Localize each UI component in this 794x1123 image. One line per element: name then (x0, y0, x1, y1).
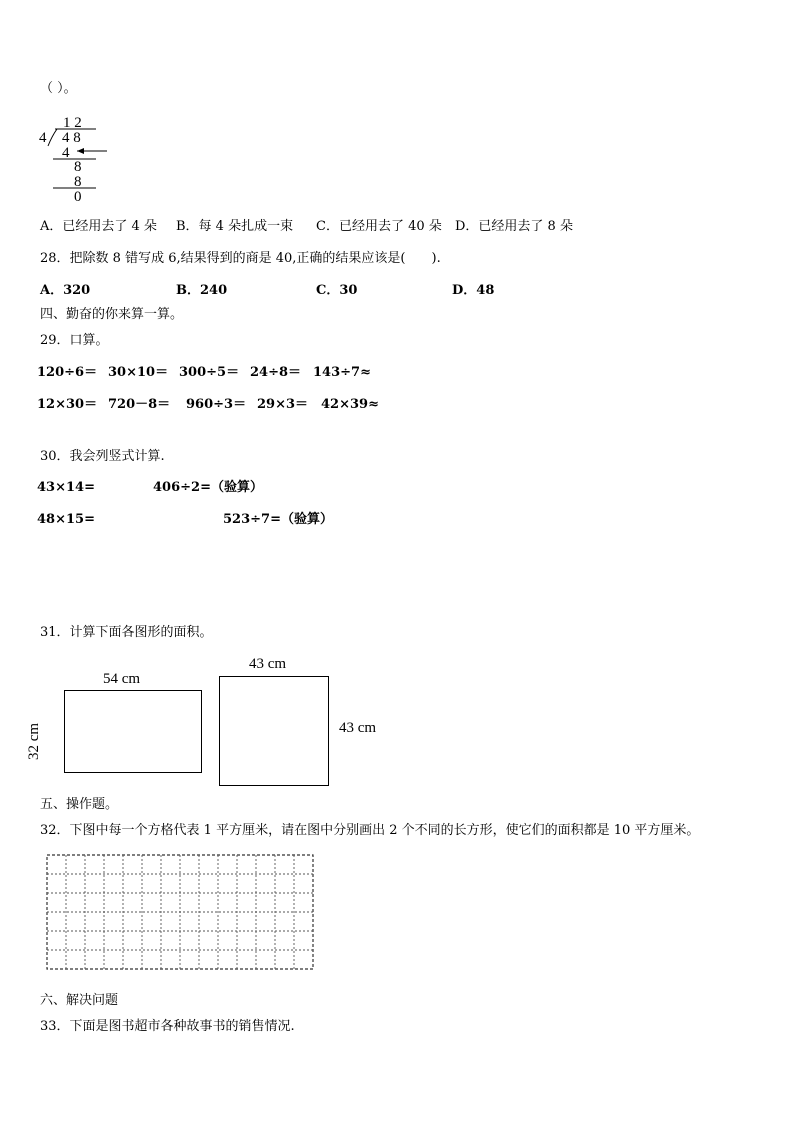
q33-stem: 33．下面是图书超市各种故事书的销售情况. (40, 1019, 295, 1034)
long-division-remainder: 0 (74, 189, 82, 205)
square-side-label: 43 cm (339, 720, 377, 736)
q29-row1-item-1: 120÷6＝ (37, 365, 98, 380)
q28-option-a: A．320 (40, 283, 91, 298)
long-division-product-2: 8 (74, 174, 82, 190)
q29-stem: 29．口算。 (40, 333, 109, 348)
q28-option-d: D．48 (452, 283, 495, 298)
q29-row1-item-3: 300÷5＝ (179, 365, 240, 380)
q29-row2-item-3: 960÷3＝ (186, 397, 247, 412)
q29-row2-item-1: 12×30＝ (37, 397, 98, 412)
q29-row1-item-5: 143÷7≈ (313, 365, 371, 380)
rectangle-length-label: 54 cm (103, 671, 141, 687)
q30-item-1: 43×14= (37, 480, 95, 495)
section-4-title: 四、勤奋的你来算一算。 (40, 307, 184, 322)
q29-row1-item-2: 30×10＝ (108, 365, 169, 380)
q29-row2-item-2: 720－8＝ (108, 397, 171, 412)
section-6-title: 六、解决问题 (40, 993, 119, 1008)
q30-item-4: 523÷7=（验算） (223, 512, 333, 527)
q27-option-d: D．已经用去了 8 朵 (455, 219, 573, 234)
q29-row2-item-4: 29×3＝ (257, 397, 309, 412)
long-division-dividend: 4 8 (62, 130, 81, 146)
long-division-divisor: 4 (39, 130, 47, 146)
q31-stem: 31．计算下面各图形的面积。 (40, 625, 213, 640)
q27-stem-tail: （ ）。 (40, 81, 77, 96)
q29-row1-item-4: 24÷8＝ (250, 365, 302, 380)
q30-stem: 30．我会列竖式计算. (40, 449, 165, 464)
long-division-product-1: 4 (62, 145, 70, 161)
q30-item-3: 48×15= (37, 512, 95, 527)
long-division-quotient: 1 2 (63, 115, 82, 131)
q32-stem: 32．下图中每一个方格代表 1 平方厘米，请在图中分别画出 2 个不同的长方形，使它们的面积都是 10 平方厘米。 (40, 823, 700, 838)
q30-item-2: 406÷2=（验算） (153, 480, 263, 495)
q27-option-a: A．已经用去了 4 朵 (40, 219, 157, 234)
q29-row2-item-5: 42×39≈ (321, 397, 379, 412)
q28-stem: 28．把除数 8 错写成 6,结果得到的商是 40,正确的结果应该是( ). (40, 251, 441, 266)
q28-option-b: B．240 (176, 283, 228, 298)
long-division-bring-down: 8 (74, 159, 82, 175)
q27-option-b: B．每 4 朵扎成一束 (176, 219, 294, 234)
rectangle-width-label: 32 cm (26, 722, 42, 760)
q27-option-c: C．已经用去了 40 朵 (316, 219, 442, 234)
section-5-title: 五、操作题。 (40, 797, 119, 812)
q28-option-c: C．30 (316, 283, 358, 298)
square-top-label: 43 cm (249, 656, 287, 672)
